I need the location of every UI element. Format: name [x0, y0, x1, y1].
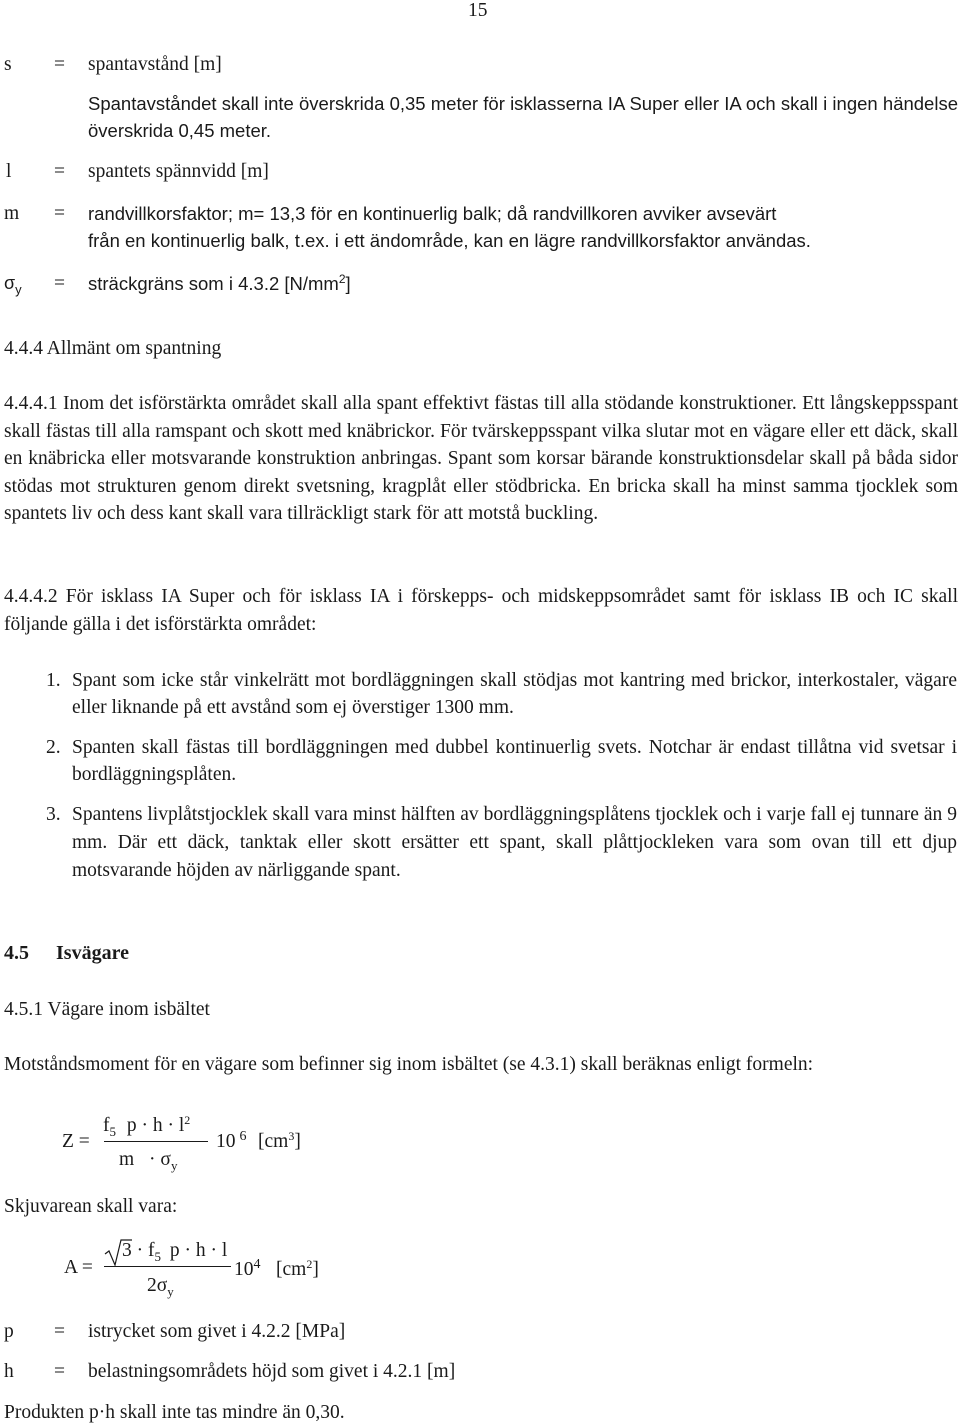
symbol-l: l — [6, 161, 12, 182]
page-number: 15 — [468, 0, 488, 21]
definition-text-s: spantavstånd [m] — [88, 54, 222, 75]
formula-z-lhs: Z = — [62, 1131, 90, 1152]
formula-z-denominator — [119, 1146, 177, 1173]
paragraph-4-5-1: Motståndsmoment för en vägare som befinner sig inom isbältet (se 4.3.1) skall beräknas enligt formeln: — [4, 1054, 814, 1075]
unit-exponent: 2 — [306, 1257, 313, 1271]
equals-sign: = — [54, 161, 65, 182]
formula-a-factor — [234, 1256, 261, 1283]
symbol-h: h — [4, 1361, 14, 1382]
section-heading-4-4-4: 4.4.4 Allmänt om spantning — [4, 338, 222, 359]
product-note: Produkten p·h skall inte tas mindre än 0,30. — [4, 1402, 345, 1423]
symbol-m: m — [119, 1149, 135, 1170]
bracket-close: ] — [345, 273, 351, 294]
list-item-number: 2. — [46, 737, 61, 758]
sigma-symbol: σ — [4, 273, 16, 293]
symbol-l: l — [178, 1115, 185, 1136]
symbol-p: p — [169, 1240, 180, 1261]
fraction-bar — [104, 1141, 208, 1142]
multiply-dot: · — [141, 1115, 148, 1136]
definition-text: sträckgräns som i 4.3.2 [N/mm — [88, 273, 339, 294]
fraction-bar — [104, 1266, 231, 1267]
equals-sign: = — [54, 273, 65, 294]
symbol-f: f — [103, 1115, 110, 1136]
section-number: 4.5 — [4, 942, 29, 964]
definition-text-h: belastningsområdets höjd som givet i 4.2.1 [m] — [88, 1361, 456, 1382]
formula-a-lhs: A = — [64, 1257, 93, 1278]
list-item-number: 1. — [46, 670, 61, 691]
symbol-p: p — [4, 1321, 14, 1342]
factor-base: 10 — [216, 1131, 236, 1152]
unit-bracket: ] — [294, 1131, 301, 1152]
formula-z-numerator — [103, 1112, 190, 1139]
multiply-dot: · — [210, 1240, 217, 1261]
subscript-y: y — [15, 282, 22, 297]
symbol-sigma: σ — [160, 1149, 171, 1170]
unit-text: [cm — [258, 1131, 289, 1152]
formula-z-unit — [258, 1128, 301, 1155]
multiply-dot: · — [184, 1240, 191, 1261]
denominator-2-sigma: 2σ — [147, 1275, 168, 1296]
multiply-dot: · — [136, 1240, 144, 1261]
symbol-f: f — [148, 1240, 155, 1261]
factor-exponent: 4 — [253, 1257, 261, 1272]
list-item-text: Spanten skall fästas till bordläggningen med dubbel kontinuerlig svets. Notchar är endast tillåtna vid svetsar i bordläggningsplåten. — [72, 737, 957, 785]
subscript-5: 5 — [109, 1124, 116, 1139]
subscript-y: y — [167, 1284, 174, 1299]
section-heading-4-5-1: 4.5.1 Vägare inom isbältet — [4, 999, 210, 1020]
symbol-sigma-y — [4, 270, 44, 297]
definition-text-m-continued: från en kontinuerlig balk, t.ex. i ett ändområde, kan en lägre randvillkorsfaktor användas. — [88, 230, 811, 251]
symbol-p: p — [126, 1115, 137, 1136]
symbol-s: s — [4, 54, 12, 75]
unit-text: [cm — [276, 1259, 307, 1280]
symbol-m: m — [4, 203, 20, 224]
subscript-5: 5 — [154, 1249, 161, 1264]
superscript-2: 2 — [338, 272, 346, 286]
superscript-2: 2 — [184, 1113, 191, 1127]
formula-a-numerator — [122, 1237, 227, 1264]
factor-exponent: 6 — [239, 1129, 247, 1144]
list-item-number: 3. — [46, 804, 61, 825]
unit-exponent: 3 — [288, 1129, 295, 1143]
multiply-dot: · — [167, 1115, 174, 1136]
formula-z-factor — [216, 1128, 247, 1155]
definition-text-l: spantets spännvidd [m] — [88, 161, 269, 182]
factor-base: 10 — [234, 1259, 254, 1280]
equals-sign: = — [54, 1321, 65, 1342]
section-title: Isvägare — [56, 942, 129, 964]
formula-a-denominator — [147, 1272, 174, 1299]
list-item-text: Spantens livplåtstjocklek skall vara minst hälften av bordläggningsplåtens tjocklek och i varje fall ej tunnare än 9 mm. Där ett däck, tanktak eller skott ersätter ett spant, skall plåttjockleken vara som ovan till ett djup motsvarande höjden av närliggande spant. — [72, 804, 957, 881]
definition-text-m: randvillkorsfaktor; m= 13,3 för en kontinuerlig balk; då randvillkoren avviker avsevärt — [88, 203, 777, 224]
paragraph-4-4-4-1: 4.4.4.1 Inom det isförstärkta området skall alla spant effektivt fästas till alla stödande konstruktioner. Ett långskeppsspant skall fästas till alla ramspant och skott med knäbrickor. För tvärskeppsspant vilka slutar mot en vägare eller ett däck, skall en knäbricka eller motsvarande konstruktion anbringas. Spant som korsar bärande konstruktionsdelar skall på båda sidor stödas mot strukturen genom direkt svetsning, kragplåt eller stödbricka. En bricka skall ha minst samma tjocklek som spantets liv och dess kant skall vara tillräckligt stark för att motstå buckling. — [4, 393, 958, 525]
paragraph-4-4-4-2: 4.4.4.2 För isklass IA Super och för isklass IA i förskepps- och midskeppsområdet samt för isklass IB och IC skall följande gälla i det isförstärkta området: — [4, 586, 958, 635]
root-number: 3 — [122, 1240, 132, 1261]
symbol-h: h — [195, 1240, 206, 1261]
spacing-note: Spantavståndet skall inte överskrida 0,35 meter för isklasserna IA Super eller IA och skall i ingen händelse överskrida 0,45 meter. — [88, 93, 958, 141]
unit-bracket: ] — [312, 1259, 319, 1280]
multiply-dot: · — [149, 1149, 156, 1170]
shear-area-label: Skjuvarean skall vara: — [4, 1196, 178, 1217]
definition-text-p: istrycket som givet i 4.2.2 [MPa] — [88, 1321, 346, 1342]
equals-sign: = — [54, 54, 65, 75]
section-heading-4-5 — [4, 940, 129, 967]
symbol-h: h — [152, 1115, 163, 1136]
definition-text-sigma-y — [88, 270, 351, 297]
equals-sign: = — [54, 203, 65, 224]
symbol-l: l — [221, 1240, 228, 1261]
list-item-text: Spant som icke står vinkelrätt mot bordläggningen skall stödjas mot kantring med brickor, interkostaler, vägare eller liknande på ett avstånd som ej överstiger 1300 mm. — [72, 670, 957, 718]
equals-sign: = — [54, 1361, 65, 1382]
subscript-y: y — [170, 1158, 178, 1173]
formula-a-unit — [276, 1256, 319, 1283]
